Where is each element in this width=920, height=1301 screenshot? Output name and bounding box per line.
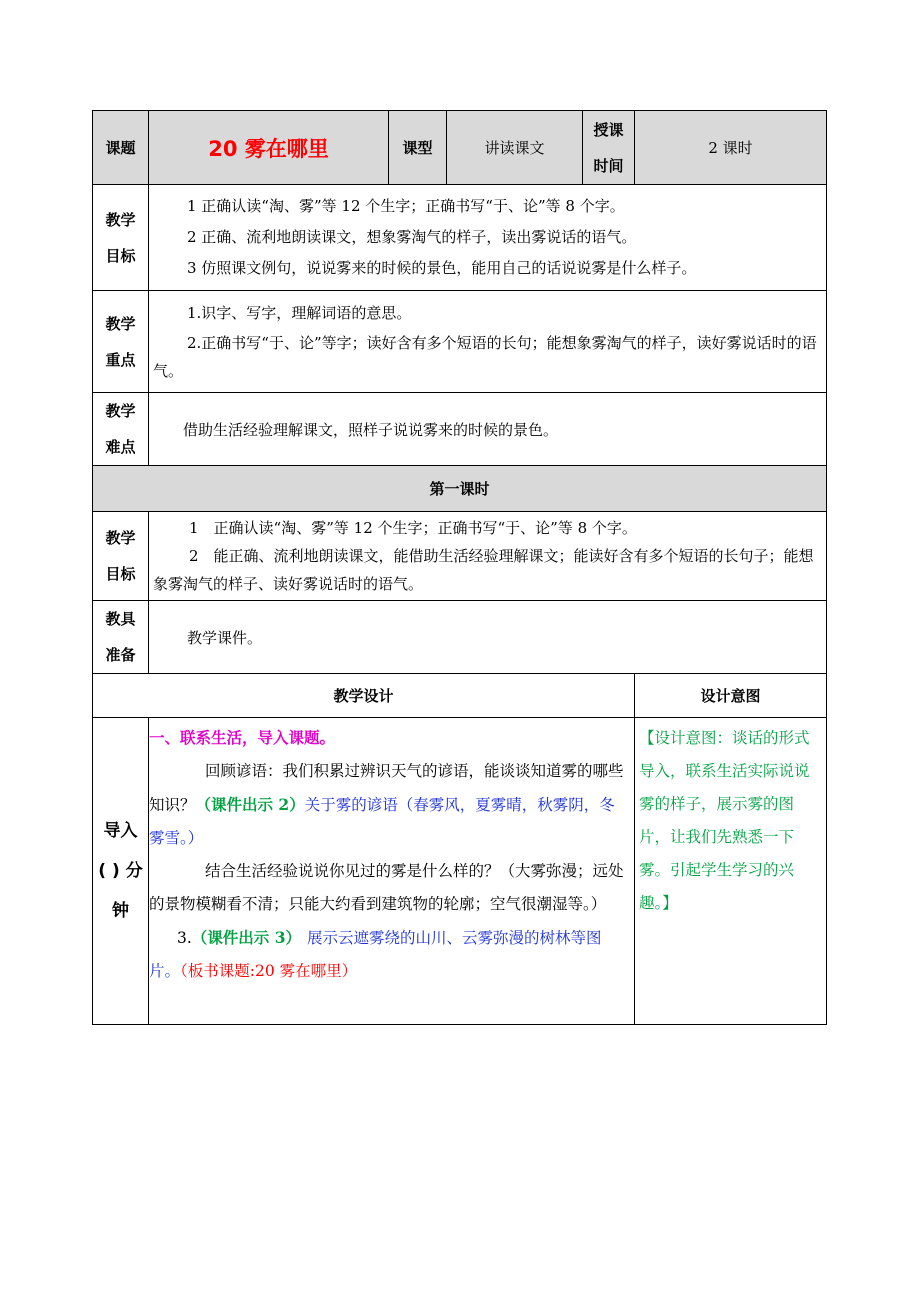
time-label-line2: 时间: [593, 156, 624, 175]
courseware-cue-3: （课件出示 3）: [191, 928, 301, 947]
design-header-row: [93, 674, 827, 718]
keypoints-label-line1: 教学: [105, 314, 136, 333]
difficulties-label-line1: 教学: [105, 402, 136, 420]
tools-label: [93, 601, 149, 674]
objective-item: 3 仿照课文例句，说说雾来的时候的景色，能用自己的话说说雾是什么样子。: [187, 259, 697, 277]
objectives-label-line1: 教学: [105, 210, 136, 229]
lesson1-goals-label-line2: 目标: [105, 565, 136, 583]
difficulties-label-line2: 难点: [105, 438, 136, 456]
topic-label: 课题: [93, 111, 149, 185]
lesson1-goal-item: 2 能正确、流利地朗读课文，能借助生活经验理解课文；能读好含有多个短语的长句子；能想象雾淘气的样子、读好雾说话时的语气。: [153, 547, 814, 593]
paragraph-experience: 结合生活经验说说你见过的雾是什么样的？（大雾弥漫；远处的景物模糊看不清；只能大约看到建筑物的轮廓；空气很潮湿等。）: [149, 862, 624, 913]
lesson1-goals-label: [93, 512, 149, 601]
courseware-cue-2: （课件出示 2）: [195, 795, 305, 814]
intro-intent-content: [635, 718, 827, 1025]
difficulties-content: 借助生活经验理解课文，照样子说说雾来的时候的景色。: [149, 393, 827, 466]
difficulties-row: [93, 393, 827, 466]
type-value: 讲读课文: [447, 111, 583, 185]
tools-row: [93, 601, 827, 674]
objectives-label: [93, 185, 149, 291]
objective-item: 1 正确认读“淘、雾”等 12 个生字；正确书写“于、论”等 8 个字。: [187, 197, 625, 215]
objective-item: 2 正确、流利地朗读课文，想象雾淘气的样子，读出雾说话的语气。: [187, 228, 637, 246]
tools-content: 教学课件。: [149, 601, 827, 674]
keypoints-content: [149, 291, 827, 393]
intro-design-content: [149, 718, 635, 1025]
tools-label-line1: 教具: [105, 610, 136, 628]
section-title-text: 一、联系生活，导入课题。: [149, 729, 336, 747]
proverbs-question: 回顾谚语：我们积累过辨识天气的谚语，能谈谈知道雾的哪些知识？: [149, 762, 624, 814]
stage-label-line3: 钟: [112, 901, 129, 921]
intent-text: 【设计意图：谈话的形式导入，联系生活实际说说雾的样子，展示雾的图片，让我们先熟悉一下雾。引起学生学习的兴趣。】: [639, 729, 810, 912]
stage-label: [93, 718, 149, 1025]
keypoint-item: 1.识字、写字，理解词语的意思。: [187, 304, 412, 322]
type-label: 课型: [389, 111, 447, 185]
lesson1-goals-content: [149, 512, 827, 601]
header-row: [93, 111, 827, 185]
lesson1-goals-row: [93, 512, 827, 601]
paragraph-images: [149, 921, 628, 988]
lesson1-heading: 第一课时: [93, 466, 827, 512]
keypoints-label: [93, 291, 149, 393]
lesson-title-cell: [149, 111, 389, 185]
stage-label-line1: 导入: [103, 821, 138, 841]
intro-stage-row: [93, 718, 827, 1025]
images-description: 展示云遮雾绕的山川、云雾弥漫的树林等图片。: [149, 929, 602, 980]
objectives-content: [149, 185, 827, 291]
difficulties-label: [93, 393, 149, 466]
time-label-line1: 授课: [593, 120, 624, 139]
keypoints-row: [93, 291, 827, 393]
board-title-note: （板书课题:20 雾在哪里）: [180, 962, 358, 980]
time-label: [583, 111, 635, 185]
lesson1-goal-item: 1 正确认读“淘、雾”等 12 个生字；正确书写“于、论”等 8 个字。: [189, 519, 637, 537]
design-column-header: 教学设计: [93, 674, 635, 718]
intent-column-header: 设计意图: [635, 674, 827, 718]
lesson-plan-table: [92, 110, 827, 1025]
objectives-label-line2: 目标: [105, 246, 136, 265]
lesson-title: 20 雾在哪里: [208, 136, 329, 161]
step-number: 3.: [177, 929, 192, 947]
stage-label-line2: ( ) 分: [98, 861, 143, 881]
time-value: 2 课时: [635, 111, 827, 185]
paragraph-proverbs: [149, 755, 628, 855]
proverbs-list: 关于雾的谚语（春雾风，夏雾晴，秋雾阴，冬雾雪。）: [149, 796, 615, 847]
section-title: [149, 722, 628, 755]
keypoint-item: 2.正确书写“于、论”等字；读好含有多个短语的长句；能想象雾淘气的样子，读好雾说话时的语气。: [153, 334, 817, 380]
lesson1-heading-row: [93, 466, 827, 512]
objectives-row: [93, 185, 827, 291]
tools-label-line2: 准备: [105, 646, 136, 664]
lesson1-goals-label-line1: 教学: [105, 529, 136, 547]
keypoints-label-line2: 重点: [105, 350, 136, 369]
